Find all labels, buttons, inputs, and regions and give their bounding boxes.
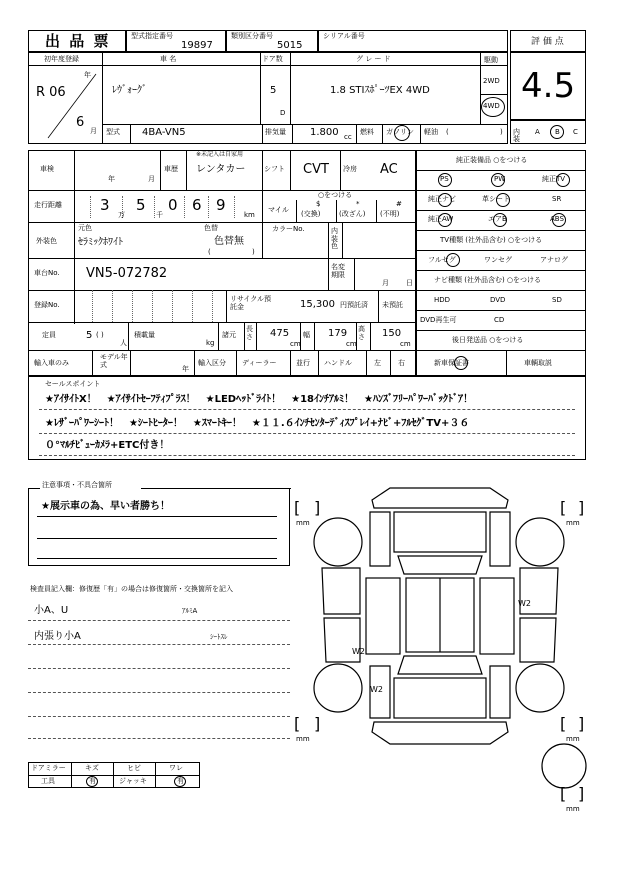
- navi-hdd: HDD: [434, 296, 451, 304]
- chassis-value: VN5-072782: [86, 266, 168, 281]
- score-header: [510, 30, 586, 52]
- equip-pw-circle: [491, 173, 505, 187]
- legend-table: [28, 762, 200, 788]
- recycle-value: 15,300: [300, 299, 335, 310]
- recycle-unit: 円預託済: [340, 301, 368, 309]
- type-approval-label: 型式指定番号: [131, 32, 173, 40]
- height-value: 150: [382, 328, 402, 339]
- handle-label: ハンドル: [324, 359, 352, 367]
- drive-4wd: 4WD: [483, 102, 500, 110]
- inspector-entry-2: ｱﾙﾐA: [182, 607, 198, 615]
- tv-oneseg: ワンセグ: [484, 256, 512, 264]
- front-door-left: [322, 568, 360, 614]
- rear-bumper: [372, 722, 508, 744]
- length-unit: cm: [290, 340, 301, 348]
- bracket-fr-open: [: [560, 498, 567, 517]
- tire-front-left: [314, 518, 362, 566]
- color-label: 外装色: [36, 237, 57, 245]
- model-label: 型式: [106, 128, 120, 136]
- shift-value: CVT: [303, 162, 329, 177]
- front-bumper: [372, 488, 508, 508]
- displacement-value: 1.800: [310, 127, 339, 138]
- legend-scratch: キズ: [85, 764, 99, 772]
- sales-line-3: ０°ﾏﾙﾁﾋﾞｭｰｶﾒﾗ+ETC付き！: [45, 440, 170, 451]
- title-cell: [28, 30, 126, 52]
- equip-tv-circle: [556, 173, 570, 187]
- damage-mark-1: W2: [518, 599, 531, 608]
- mileage-digit-4: 6: [192, 196, 202, 214]
- tire-rear-right: [516, 664, 564, 712]
- mm-rl: mm: [296, 735, 310, 743]
- fuel-paren-open: (: [446, 128, 449, 136]
- legend-jack-mark: 有: [177, 777, 184, 785]
- equip-ps-circle: [438, 173, 452, 187]
- displacement-label: 排気量: [265, 128, 286, 136]
- mileage-label: 走行距離: [34, 201, 62, 209]
- color-paren-close: ): [252, 248, 255, 256]
- bracket-rl-close: ]: [314, 714, 321, 733]
- legend-tools-circle: [86, 776, 98, 787]
- drive-label: 駆動: [484, 56, 498, 64]
- window-right: [480, 578, 514, 654]
- fuel-light: 軽油: [424, 128, 438, 136]
- reg-no-label: 登録No.: [34, 301, 60, 309]
- fuel-gas-circle: [394, 125, 410, 141]
- bracket-fl-open: [: [294, 498, 301, 517]
- later-manual: 車輌取説: [524, 359, 552, 367]
- equip-navi: 純正ナビ: [428, 195, 456, 203]
- height-unit: cm: [400, 340, 411, 348]
- ac-label: 冷房: [343, 165, 357, 173]
- mileage-digit-1: 3: [100, 196, 110, 214]
- bracket-fr-close: ]: [578, 498, 585, 517]
- equip-airbag: エアB: [488, 215, 507, 223]
- door-type: D: [280, 109, 286, 117]
- notes-text: ★展示車の為、早い者勝ち！: [41, 501, 170, 512]
- grade-label: グ レ ー ド: [356, 55, 391, 63]
- serial-label: シリアル番号: [323, 32, 365, 40]
- bracket-rr-open: [: [560, 714, 567, 733]
- category-label: 類別区分番号: [231, 32, 273, 40]
- equip-airbag-circle: [493, 213, 507, 227]
- repaint-label: 色替: [204, 224, 218, 232]
- windshield: [398, 556, 482, 574]
- equip-abs-circle: [552, 213, 566, 227]
- fuel-gas: ガソリン: [386, 128, 414, 136]
- equip-pw: PW: [494, 175, 506, 183]
- fuel-paren-close: ): [500, 128, 503, 136]
- mm-spare: mm: [566, 805, 580, 813]
- front-fender-right: [490, 512, 510, 566]
- meter-mile: マイル: [268, 206, 289, 214]
- later-warranty-circle: [454, 356, 468, 370]
- sales-block: [28, 376, 586, 460]
- damage-mark-3: W2: [370, 685, 383, 694]
- capacity-unit: 人: [120, 339, 127, 347]
- legend-jack-circle: [174, 776, 186, 787]
- tv-fullseg-circle: [446, 253, 460, 267]
- type-approval-cell: [126, 30, 226, 52]
- mm-fr: mm: [566, 519, 580, 527]
- handle-left: 左: [374, 359, 381, 367]
- year-mark: 年: [84, 71, 91, 79]
- sales-label: セールスポイント: [45, 380, 101, 388]
- load-unit: kg: [206, 339, 215, 347]
- mm-fl: mm: [296, 519, 310, 527]
- name-label: 車 名: [160, 55, 177, 63]
- model-value: 4BA-VN5: [142, 127, 186, 138]
- vehicle-name: ﾚｳﾞｫｰｸﾞ: [112, 85, 147, 96]
- tv-fullseg: フルセグ: [428, 256, 456, 264]
- inspection-label: 車検: [40, 165, 54, 173]
- equip-leather-circle: [496, 193, 510, 207]
- equip-aw-circle: [438, 213, 452, 227]
- details-block: [28, 150, 416, 376]
- mileage-digit-2: 5: [136, 196, 146, 214]
- meter-swap-label: (交換): [301, 210, 321, 218]
- navi-dvd: DVD: [490, 296, 506, 304]
- legend-crack: ヒビ: [127, 764, 141, 772]
- length-label: 長さ: [246, 325, 253, 341]
- trunk: [394, 678, 486, 718]
- damage-mark-2: W2: [352, 647, 365, 656]
- notes-label: 注意事項・不具合箇所: [42, 481, 112, 489]
- car-diagram: [290, 470, 590, 810]
- hood: [394, 512, 486, 552]
- bracket-sp-close: ]: [578, 784, 585, 803]
- import-label: 輸入車のみ: [34, 359, 69, 367]
- interior-c: C: [573, 128, 578, 136]
- mileage-digits: [74, 190, 260, 222]
- notes-box: [28, 488, 290, 566]
- km-unit: km: [244, 211, 255, 219]
- bracket-fl-close: ]: [314, 498, 321, 517]
- meter-unknown: #: [396, 200, 402, 208]
- interior-b-circle: [550, 125, 564, 139]
- tire-rear-left: [314, 664, 362, 712]
- meter-tamper: *: [356, 200, 360, 208]
- grade-value: 1.8 STIｽﾎﾟｰﾂEX 4WD: [330, 85, 430, 96]
- equip-ps: PS: [440, 175, 449, 183]
- category-cell: [226, 30, 318, 52]
- tire-front-right: [516, 518, 564, 566]
- window-left: [366, 578, 400, 654]
- rear-door-right: [520, 618, 556, 662]
- history-label: 車歴: [164, 165, 178, 173]
- capacity-label: 定員: [42, 331, 56, 339]
- name-change-label: 名変期限: [331, 263, 345, 279]
- meter-swap: $: [316, 200, 321, 208]
- mileage-digit-3: 0: [168, 196, 178, 214]
- tv-analog: アナログ: [540, 256, 568, 264]
- mileage-man: 万: [118, 211, 125, 219]
- reg-no-cells: [74, 290, 224, 322]
- mileage-sen: 千: [156, 211, 163, 219]
- meter-note: ○をつける: [318, 191, 353, 199]
- bracket-sp-open: [: [560, 784, 567, 803]
- first-reg-label: 初年度登録: [44, 55, 79, 63]
- rear-fender-right: [490, 666, 510, 718]
- bracket-rr-close: ]: [578, 714, 585, 733]
- meter-tamper-label: (改ざん): [339, 210, 366, 218]
- inspection-month: 月: [148, 175, 155, 183]
- inspector-entry-4: ｼｰﾄｽﾚ: [210, 633, 228, 641]
- month-mark: 月: [90, 127, 97, 135]
- width-unit: cm: [346, 340, 357, 348]
- import-parallel: 並行: [296, 359, 310, 367]
- color-orig-label: 元色: [78, 224, 92, 232]
- capacity-paren: ( ): [96, 331, 104, 339]
- equip-leather: 革シート: [482, 195, 510, 203]
- length-value: 475: [270, 328, 290, 339]
- height-label: 高さ: [358, 325, 365, 341]
- shift-label: シフト: [264, 165, 285, 173]
- category-value: 5015: [277, 40, 303, 51]
- width-value: 179: [328, 328, 348, 339]
- ac-value: AC: [380, 162, 398, 177]
- later-label: 後日発送品 ○をつける: [452, 336, 524, 344]
- name-change-month: 月: [382, 279, 389, 287]
- color-no-label: カラーNo.: [272, 225, 305, 233]
- interior-a: A: [535, 128, 540, 136]
- chassis-label: 車台No.: [34, 269, 60, 277]
- fuel-label: 燃料: [360, 128, 374, 136]
- dvd-label: DVD再生可: [420, 316, 457, 324]
- color-paren-open: (: [208, 248, 211, 256]
- load-label: 積載量: [134, 331, 155, 339]
- legend-tools: 工具: [41, 777, 55, 785]
- interior-b: B: [555, 128, 560, 136]
- equip-aw: 純正AW: [428, 215, 454, 223]
- recycle-label: リサイクル預託金: [230, 295, 272, 311]
- name-change-day: 日: [406, 279, 413, 287]
- spare-tire: [542, 744, 586, 788]
- reg-year: R 06: [36, 85, 66, 100]
- recycle-unpaid: 未預託: [382, 301, 403, 309]
- inspector-lines: [28, 600, 290, 740]
- type-approval-value: 19897: [181, 40, 213, 51]
- model-year-label: モデル年式: [100, 353, 128, 369]
- equip-navi-circle: [438, 193, 452, 207]
- genuine-label: 純正装備品 ○をつける: [456, 156, 528, 164]
- dim-label: 諸元: [222, 331, 236, 339]
- history-note: ※未記入は自家用: [196, 151, 244, 158]
- doors-label: ドア数: [262, 55, 283, 63]
- import-cat-label: 輸入区分: [198, 359, 226, 367]
- navi-cd: CD: [494, 316, 505, 324]
- mm-rr: mm: [566, 735, 580, 743]
- repaint-value: 色替無: [214, 236, 244, 247]
- equip-sr: SR: [552, 195, 562, 203]
- front-fender-left: [370, 512, 390, 566]
- equip-abs: ABS: [550, 215, 564, 223]
- bracket-rl-open: [: [294, 714, 301, 733]
- legend-tools-mark: 有: [89, 777, 96, 785]
- inspector-entry-3: 内張り小A: [34, 631, 81, 642]
- interior-label: 内装: [513, 128, 520, 143]
- model-year-unit: 年: [182, 365, 189, 373]
- document-title: 出 品 票: [45, 32, 111, 50]
- import-dealer: ディーラー: [242, 359, 277, 367]
- cc-unit: cc: [344, 133, 352, 141]
- later-warranty: 新車保証書: [434, 359, 469, 367]
- history-value: レンタカー: [196, 164, 246, 175]
- interior-box: [510, 120, 586, 144]
- drive-2wd: 2WD: [483, 77, 500, 85]
- width-label: 幅: [303, 331, 310, 339]
- handle-right: 右: [398, 359, 405, 367]
- inspector-entry-1: 小A、U: [34, 605, 69, 616]
- sales-line-1: ★ｱｲｻｲﾄX！ ★ｱｲｻｲﾄｾｰﾌﾃｨﾌﾟﾗｽ！ ★LEDﾍｯﾄﾞﾗｲﾄ！ ★18ｲﾝﾁｱﾙﾐ！ ★ﾊﾝｽﾞﾌﾘｰﾊﾟﾜｰﾊﾞｯｸﾄﾞｱ！: [45, 394, 473, 405]
- doors-value: 5: [270, 85, 277, 96]
- sales-line-2: ★ﾚｻﾞｰﾊﾟﾜｰｼｰﾄ！ ★ｼｰﾄﾋｰﾀｰ！ ★ｽﾏｰﾄｷｰ！ ★１１.６ｲﾝﾁｾﾝﾀｰﾃﾞｨｽﾌﾟﾚｲ+ﾅﾋﾞ+ﾌﾙｾｸﾞTV+３６: [45, 418, 470, 429]
- reg-month: 6: [76, 115, 85, 130]
- legend-jack: ジャッキ: [119, 777, 147, 785]
- meter-unknown-label: (不明): [380, 210, 400, 218]
- interior-color-label: 内装色: [331, 227, 338, 251]
- capacity-value: 5: [86, 330, 93, 341]
- legend-break: ワレ: [169, 764, 183, 772]
- navi-sd: SD: [552, 296, 562, 304]
- inspector-label: 検査員記入欄：修復歴「有」の場合は修復箇所・交換箇所を記入: [30, 585, 233, 593]
- equip-tv: 純正TV: [542, 175, 566, 183]
- equipment-grid: [416, 170, 586, 230]
- serial-cell: [318, 30, 508, 52]
- score-box: [510, 52, 586, 120]
- score-label: 評 価 点: [531, 37, 564, 47]
- navi-label: ナビ種類 (社外品含む) ○をつける: [434, 276, 542, 284]
- legend-mirror: ドアミラー: [31, 764, 66, 772]
- mileage-digit-5: 9: [216, 196, 226, 214]
- inspection-year: 年: [108, 175, 115, 183]
- drive-4wd-circle: [481, 97, 505, 117]
- rear-window: [398, 656, 482, 674]
- score-value: 4.5: [521, 66, 576, 106]
- tv-label: TV種類 (社外品含む) ○をつける: [440, 236, 543, 244]
- color-orig-value: ｾﾗﾐｯｸﾎﾜｲﾄ: [78, 237, 123, 248]
